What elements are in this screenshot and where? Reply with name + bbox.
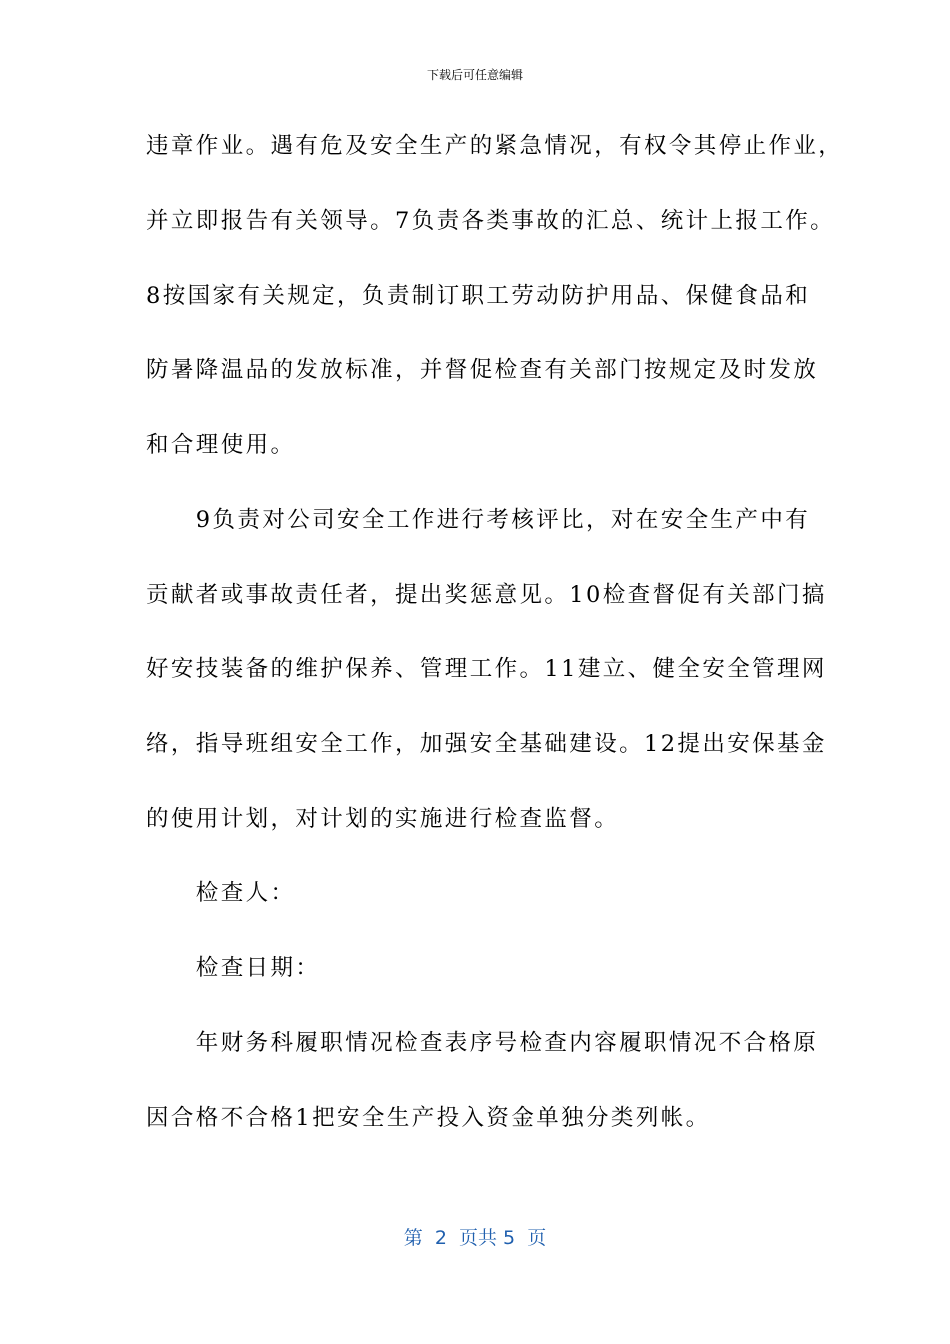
page-number-footer: 第 2 页共 5 页: [403, 1227, 547, 1249]
page-header: 下载后可任意编辑: [426, 68, 523, 82]
body-line-2: 并立即报告有关领导。7负责各类事故的汇总、统计上报工作。: [146, 208, 836, 234]
body-line-10: 的使用计划，对计划的实施进行检查监督。: [146, 806, 620, 832]
body-line-5: 和合理使用。: [146, 432, 296, 458]
body-line-9: 络，指导班组安全工作，加强安全基础建设。12提出安保基金: [146, 731, 827, 757]
body-line-7: 贡献者或事故责任者，提出奖惩意见。10检查督促有关部门搞: [146, 582, 827, 608]
body-line-1: 违章作业。遇有危及安全生产的紧急情况，有权令其停止作业，: [146, 133, 844, 159]
body-line-12: 检查日期：: [146, 955, 321, 981]
body-line-13: 年财务科履职情况检查表序号检查内容履职情况不合格原: [146, 1030, 819, 1056]
body-line-4: 防暑降温品的发放标准，并督促检查有关部门按规定及时发放: [146, 357, 819, 383]
body-line-3: 8按国家有关规定，负责制订职工劳动防护用品、保健食品和: [146, 283, 811, 309]
body-line-11: 检查人：: [146, 880, 296, 906]
body-line-6: 9负责对公司安全工作进行考核评比，对在安全生产中有: [146, 507, 811, 533]
body-line-14: 因合格不合格1把安全生产投入资金单独分类列帐。: [146, 1105, 711, 1131]
body-line-8: 好安技装备的维护保养、管理工作。11建立、健全安全管理网: [146, 656, 827, 682]
